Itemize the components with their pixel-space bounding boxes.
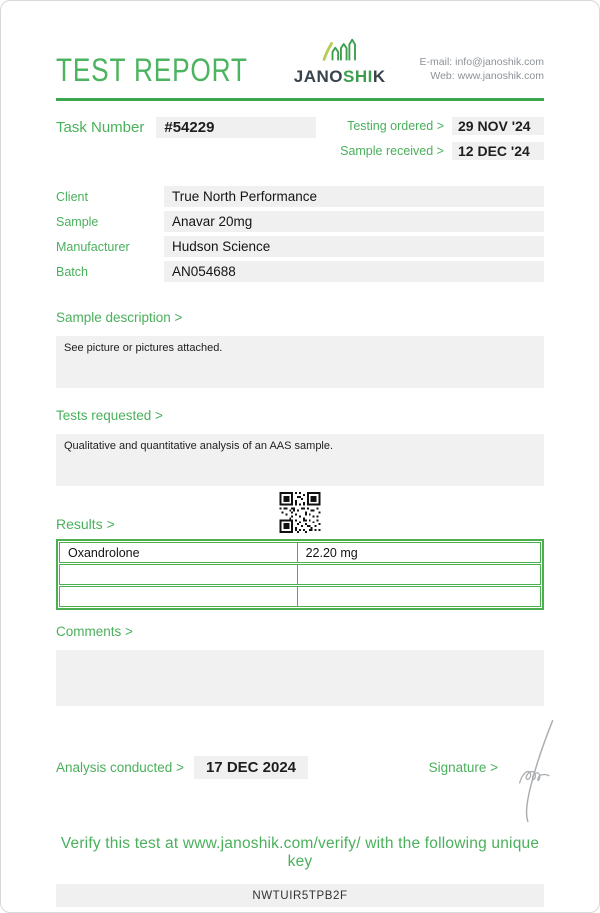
- contact-web-line: [420, 69, 544, 83]
- client-value: True North Performance: [164, 186, 544, 207]
- janoshik-logo: [294, 36, 386, 87]
- task-number-label: Task Number: [56, 119, 145, 136]
- info-row-client: [56, 186, 544, 207]
- email-value: info@janoshik.com: [455, 56, 544, 68]
- table-row: [59, 542, 541, 563]
- verify-instruction: Verify this test at www.janoshik.com/verify/ with the following unique key: [60, 835, 540, 870]
- result-substance: Oxandrolone: [60, 543, 298, 562]
- manufacturer-value: Hudson Science: [164, 236, 544, 257]
- testing-ordered-label: Testing ordered >: [347, 119, 444, 133]
- task-number-value: #54229: [156, 117, 316, 138]
- sample-info-section: [56, 186, 544, 282]
- comments-text: [56, 650, 544, 706]
- info-row-sample: [56, 211, 544, 232]
- tests-requested-section: [56, 408, 544, 486]
- web-value: www.janoshik.com: [457, 70, 544, 82]
- testing-ordered-date: 29 NOV '24: [452, 117, 544, 135]
- analysis-date: 17 DEC 2024: [194, 756, 308, 779]
- qr-code: [280, 492, 321, 533]
- results-label: Results >: [56, 516, 115, 532]
- signature-label: Signature >: [428, 760, 498, 775]
- info-row-batch: [56, 261, 544, 282]
- sample-received-date: 12 DEC '24: [452, 142, 544, 160]
- client-label: Client: [56, 189, 88, 204]
- results-table: [56, 539, 544, 610]
- sample-received-row: [340, 142, 544, 160]
- brand-prefix: JANO: [293, 67, 343, 86]
- email-label: E-mail:: [419, 56, 453, 68]
- signature-image: [505, 714, 569, 830]
- report-header: [56, 31, 544, 89]
- sample-description-text: See picture or pictures attached.: [56, 336, 544, 388]
- batch-value: AN054688: [164, 261, 544, 282]
- header-divider: [56, 98, 544, 101]
- sample-received-label: Sample received >: [340, 144, 444, 158]
- analysis-signature-row: [56, 756, 544, 779]
- result-amount: [298, 565, 540, 584]
- info-row-manufacturer: [56, 236, 544, 257]
- comments-label: Comments >: [56, 624, 133, 639]
- verify-unique-key: NWTUIR5TPB2F: [56, 884, 544, 907]
- batch-label: Batch: [56, 264, 88, 279]
- analysis-conducted-label: Analysis conducted >: [56, 760, 184, 775]
- result-substance: [60, 587, 298, 606]
- brand-highlight: SHI: [343, 67, 373, 86]
- result-amount: 22.20 mg: [305, 546, 358, 560]
- comments-section: [56, 624, 544, 706]
- contact-email-line: [420, 55, 544, 69]
- page-title: TEST REPORT: [56, 52, 248, 88]
- tests-requested-label: Tests requested >: [56, 408, 163, 423]
- testing-ordered-row: [340, 117, 544, 135]
- brand-suffix: K: [372, 67, 386, 86]
- table-row: [59, 586, 541, 607]
- brand-wordmark: [294, 67, 386, 87]
- sample-value: Anavar 20mg: [164, 211, 544, 232]
- contact-info: [420, 55, 544, 83]
- task-section: [56, 117, 544, 160]
- result-amount: [298, 587, 540, 606]
- tests-requested-text: Qualitative and quantitative analysis of an AAS sample.: [56, 434, 544, 486]
- results-section: [56, 490, 544, 610]
- sample-description-label: Sample description >: [56, 310, 183, 325]
- sample-label: Sample: [56, 214, 99, 229]
- table-row: [59, 564, 541, 585]
- manufacturer-label: Manufacturer: [56, 239, 130, 254]
- chart-growth-icon: [318, 36, 362, 66]
- result-substance: [60, 565, 298, 584]
- sample-description-section: [56, 310, 544, 388]
- web-label: Web:: [430, 70, 455, 82]
